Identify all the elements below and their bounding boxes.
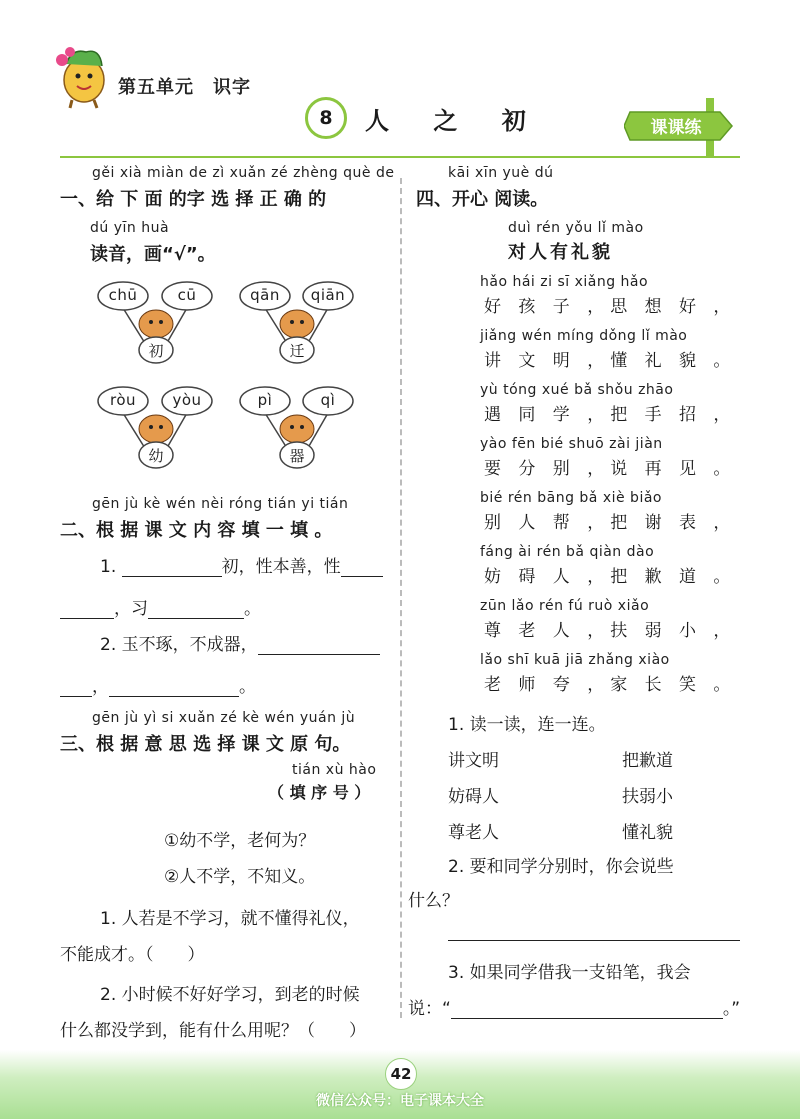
poem-line-3-pinyin: yù tóng xué bǎ shǒu zhāo bbox=[480, 382, 674, 398]
q2-num1: 1. bbox=[100, 557, 117, 577]
task-2-answer-line[interactable] bbox=[448, 940, 740, 941]
poem-line-6-pinyin: fáng ài rén bǎ qiàn dào bbox=[480, 544, 655, 560]
q1-item4-right: qì bbox=[320, 391, 336, 409]
q1-item3-right: yòu bbox=[172, 391, 202, 409]
q1-title-1: 一、给 下 面 的字 选 择 正 确 的 bbox=[60, 189, 327, 210]
task-3b-end: 。” bbox=[722, 999, 741, 1019]
q1-title-2: 读音，画“√”。 bbox=[90, 244, 216, 265]
q3-sub-pinyin: tián xù hào bbox=[292, 762, 377, 778]
badge-text: 课课练 bbox=[650, 118, 702, 138]
task-3b bbox=[408, 994, 740, 1019]
q2-line4 bbox=[60, 672, 256, 697]
q1-choice-figures bbox=[90, 278, 400, 478]
mascot-illustration bbox=[52, 42, 112, 110]
poem-line-4-pinyin: yào fēn bié shuō zài jiàn bbox=[480, 436, 663, 452]
match-right-1[interactable]: 把歉道 bbox=[622, 751, 673, 771]
q3-sentence-2a: 2. 小时候不好好学习，到老的时候 bbox=[100, 985, 360, 1005]
q1-item2-char: 迁 bbox=[289, 342, 305, 360]
lesson-title: 人 之 初 bbox=[365, 106, 544, 135]
page-number: 42 bbox=[385, 1058, 417, 1090]
q2-blank-6[interactable] bbox=[60, 678, 92, 697]
lesson-heading bbox=[305, 98, 544, 138]
q2-pinyin: gēn jù kè wén nèi róng tián yi tián bbox=[92, 496, 349, 512]
poem-line-2: 讲 文 明 ，懂 礼 貌 。 bbox=[484, 351, 737, 371]
task-3b-start: 说：“ bbox=[408, 999, 451, 1019]
poem-line-8-pinyin: lǎo shī kuā jiā zhǎng xiào bbox=[480, 652, 670, 668]
lesson-number: 8 bbox=[305, 97, 347, 139]
q2-blank-2[interactable] bbox=[341, 558, 383, 577]
q2-line3-text: 2. 玉不琢，不成器， bbox=[100, 635, 258, 655]
q1-item3-left: ròu bbox=[109, 391, 137, 409]
poem-line-1-pinyin: hǎo hái zi sī xiǎng hǎo bbox=[480, 274, 649, 290]
q1-item1-char: 初 bbox=[148, 342, 164, 360]
poem-line-1: 好 孩 子 ，思 想 好 ， bbox=[484, 297, 737, 317]
q3-sentence-2b[interactable]: 什么都没学到，能有什么用呢？（ ） bbox=[60, 1021, 366, 1041]
match-left-3[interactable]: 尊老人 bbox=[448, 823, 499, 843]
q3-option-2: ②人不学，不知义。 bbox=[164, 867, 316, 887]
q4-pinyin: kāi xīn yuè dú bbox=[448, 165, 554, 181]
q1-item1-right: cū bbox=[177, 286, 197, 304]
q1-item4-left: pì bbox=[257, 391, 273, 409]
task-2b: 什么？ bbox=[408, 891, 459, 911]
q2-blank-3[interactable] bbox=[60, 600, 114, 619]
q2-line1-text: 初，性本善，性 bbox=[221, 557, 341, 577]
task-3-blank[interactable] bbox=[451, 1000, 723, 1019]
q1-item3-char: 幼 bbox=[148, 447, 164, 465]
header-rule bbox=[60, 156, 740, 158]
q2-blank-4[interactable] bbox=[148, 600, 244, 619]
q3-pinyin: gēn jù yì si xuǎn zé kè wén yuán jù bbox=[92, 710, 356, 726]
poem-title-pinyin: duì rén yǒu lǐ mào bbox=[508, 220, 644, 236]
q2-blank-5[interactable] bbox=[258, 636, 380, 655]
q2-line2 bbox=[60, 594, 261, 619]
q1-item1-left: chū bbox=[108, 286, 138, 304]
poem-line-8: 老 师 夸 ，家 长 笑 。 bbox=[484, 675, 737, 695]
q2-title: 二、根 据 课 文 内 容 填 一 填 。 bbox=[60, 520, 333, 541]
match-right-3[interactable]: 懂礼貌 bbox=[622, 823, 673, 843]
q3-sentence-1a: 1. 人若是不学习，就不懂得礼仪， bbox=[100, 909, 360, 929]
match-left-1[interactable]: 讲文明 bbox=[448, 751, 499, 771]
q2-line4-text: ， bbox=[92, 677, 109, 697]
signpost-badge bbox=[624, 98, 736, 158]
q2-line2-end: 。 bbox=[244, 599, 261, 619]
poem-title: 对人有礼貌 bbox=[508, 242, 613, 263]
unit-title: 第五单元 识字 bbox=[118, 77, 251, 98]
q2-blank-7[interactable] bbox=[109, 678, 239, 697]
poem-line-3: 遇 同 学 ，把 手 招 ， bbox=[484, 405, 737, 425]
poem-line-7-pinyin: zūn lǎo rén fú ruò xiǎo bbox=[480, 598, 650, 614]
task-3a: 3. 如果同学借我一支铅笔，我会 bbox=[448, 963, 691, 983]
column-divider bbox=[400, 178, 402, 1018]
q1-item4-char: 器 bbox=[289, 447, 305, 465]
match-right-2[interactable]: 扶弱小 bbox=[622, 787, 673, 807]
poem-line-7: 尊 老 人 ，扶 弱 小 ， bbox=[484, 621, 737, 641]
q2-line1 bbox=[100, 552, 383, 577]
q1-item2-left: qān bbox=[250, 286, 280, 304]
q2-blank-1[interactable] bbox=[122, 558, 222, 577]
poem-line-4: 要 分 别 ，说 再 见 。 bbox=[484, 459, 737, 479]
q2-line4-end: 。 bbox=[239, 677, 256, 697]
poem-line-2-pinyin: jiǎng wén míng dǒng lǐ mào bbox=[480, 328, 688, 344]
q3-title: 三、根 据 意 思 选 择 课 文 原 句。 bbox=[60, 734, 351, 755]
q1-pinyin-2: dú yīn huà bbox=[90, 220, 170, 236]
q4-title: 四、开心 阅读。 bbox=[416, 189, 549, 210]
poem-line-5-pinyin: bié rén bāng bǎ xiè biǎo bbox=[480, 490, 662, 506]
q1-pinyin-1: gěi xià miàn de zì xuǎn zé zhèng què de bbox=[92, 165, 395, 181]
q3-sentence-1b[interactable]: 不能成才。（ ） bbox=[60, 945, 205, 965]
task-1: 1. 读一读，连一连。 bbox=[448, 715, 606, 735]
q2-line2-text: ，习 bbox=[114, 599, 148, 619]
poem-line-6: 妨 碍 人 ，把 歉 道 。 bbox=[484, 567, 737, 587]
wechat-watermark: 微信公众号：电子课本大全 bbox=[316, 1093, 484, 1109]
q2-line3 bbox=[100, 630, 380, 655]
poem-line-5: 别 人 帮 ，把 谢 表 ， bbox=[484, 513, 737, 533]
task-2a: 2. 要和同学分别时，你会说些 bbox=[448, 857, 674, 877]
match-left-2[interactable]: 妨碍人 bbox=[448, 787, 499, 807]
q3-option-1: ①幼不学，老何为？ bbox=[164, 831, 316, 851]
q1-item2-right: qiān bbox=[310, 286, 346, 304]
q3-sub: （ 填 序 号 ） bbox=[268, 783, 371, 802]
